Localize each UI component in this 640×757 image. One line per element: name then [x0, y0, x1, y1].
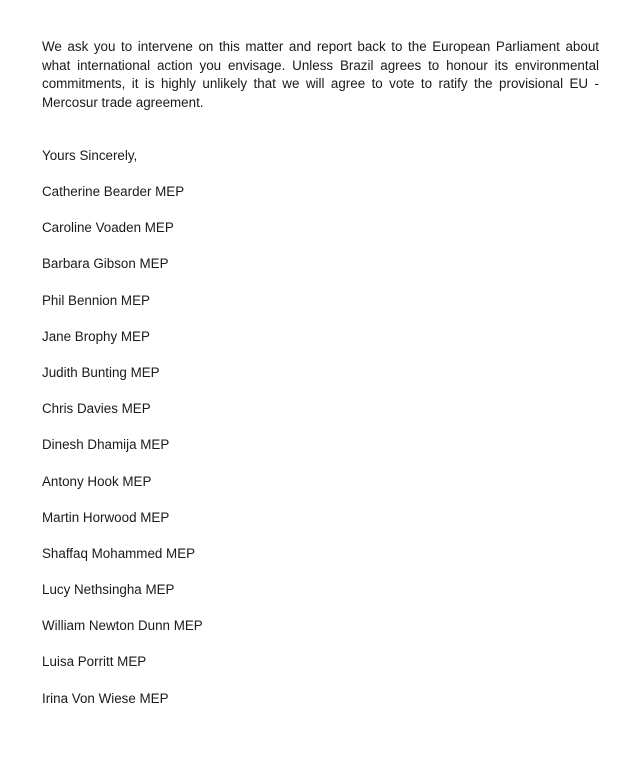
signatory: Judith Bunting MEP — [42, 364, 160, 380]
signatory: Shaffaq Mohammed MEP — [42, 545, 196, 561]
signatory: Catherine Bearder MEP — [42, 184, 185, 199]
signatory: Barbara Gibson MEP — [42, 256, 169, 272]
signatory: William Newton Dunn MEP — [42, 618, 203, 634]
signatory: Lucy Nethsingha MEP — [42, 582, 175, 598]
letter-body-paragraph: We ask you to intervene on this matter and report back to the European Parliament about what international action you envisage. Unless Brazil agrees to honour its environmental commitments, it is highly unlikely that we will agree to vote to ratify the provisional EU - Mercosur trade agreement. — [42, 39, 599, 110]
signatory-list — [42, 183, 203, 726]
signatory: Irina Von Wiese MEP — [42, 690, 169, 706]
signatory: Antony Hook MEP — [42, 473, 152, 489]
signatory: Dinesh Dhamija MEP — [42, 437, 170, 453]
letter-closing: Yours Sincerely, — [42, 148, 138, 163]
signatory: Jane Brophy MEP — [42, 328, 150, 344]
signatory: Luisa Porritt MEP — [42, 654, 147, 670]
signatory: Martin Horwood MEP — [42, 509, 170, 525]
signatory: Caroline Voaden MEP — [42, 220, 174, 236]
signatory: Phil Bennion MEP — [42, 292, 150, 308]
signatory: Chris Davies MEP — [42, 401, 151, 417]
